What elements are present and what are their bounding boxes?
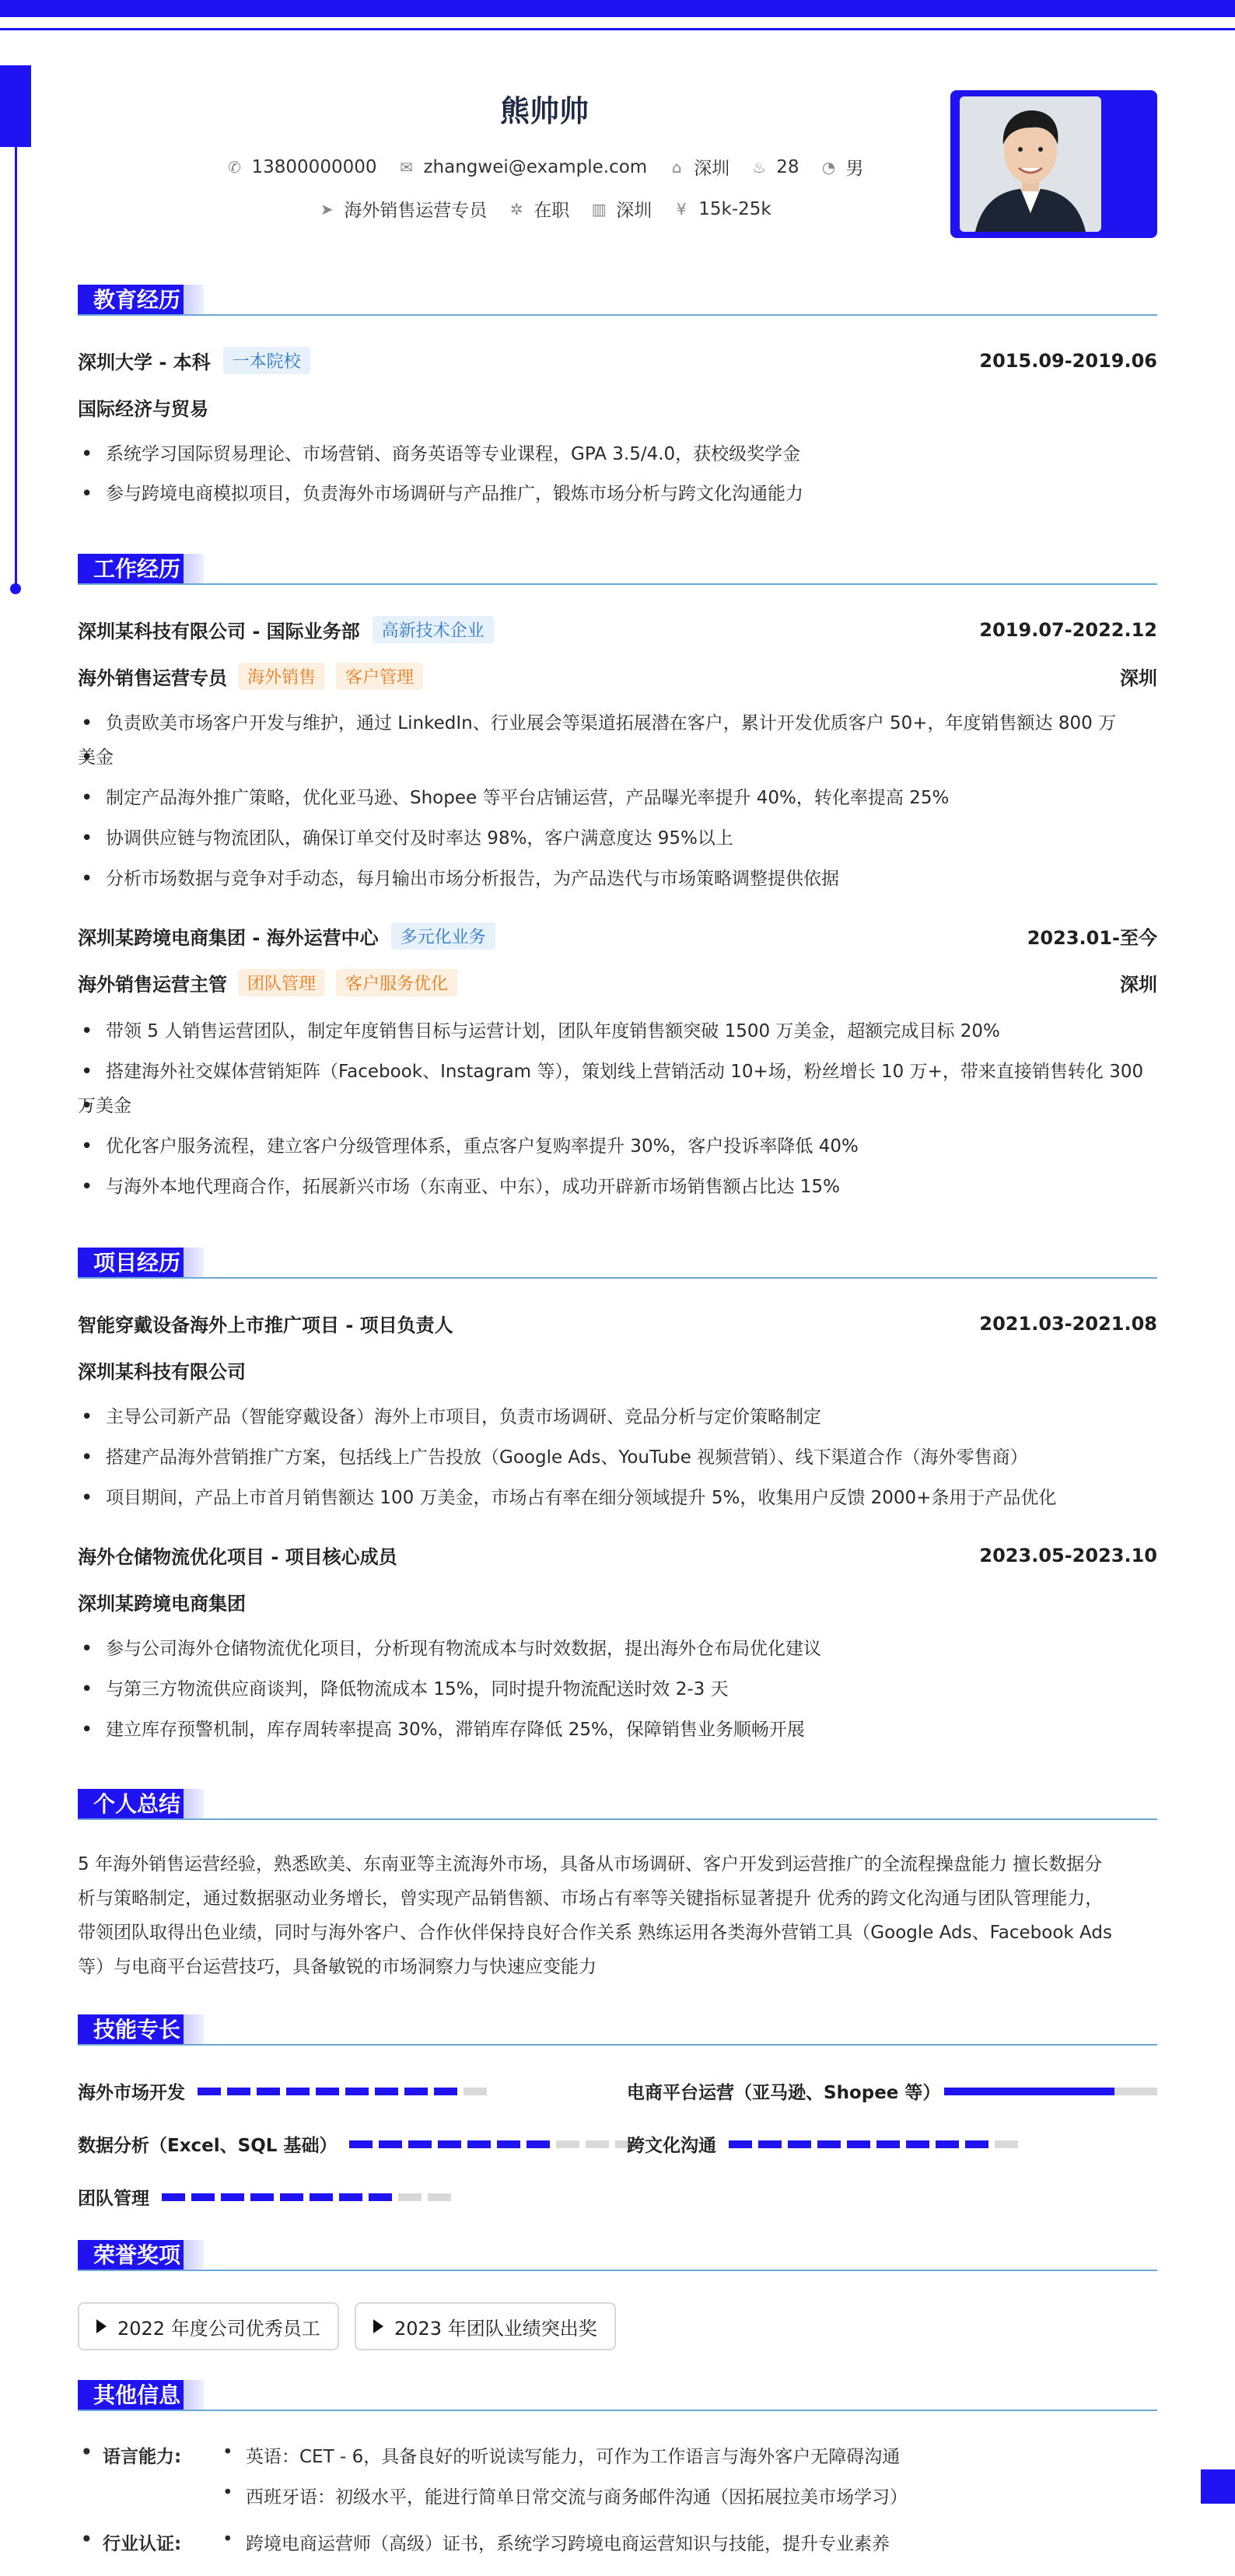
project-2-date: 2023.05-2023.10 — [979, 1544, 1157, 1566]
skill-bar-segment — [339, 2193, 362, 2201]
school-tag: 一本院校 — [223, 347, 310, 374]
skill-bar-segment — [876, 2140, 900, 2148]
skill-bar-segment — [257, 2088, 280, 2095]
work-1-role-tag: 客户管理 — [336, 663, 423, 690]
work-2-header — [78, 922, 1157, 950]
skill-bar-segment — [398, 2193, 422, 2201]
top-accent-line — [0, 28, 1235, 30]
profile-photo — [960, 96, 1101, 232]
skill-bar-segment — [408, 2140, 432, 2148]
section-title-project: 项目经历 — [78, 1248, 196, 1279]
other-section — [78, 2380, 1157, 2411]
salary: 15k-25k — [698, 198, 771, 219]
target-city: 深圳 — [616, 201, 652, 221]
age: 28 — [776, 156, 799, 177]
skills-section — [78, 2014, 1157, 2046]
gender: 男 — [845, 159, 864, 179]
skill-bar-segment — [497, 2140, 520, 2148]
list-item: • 项目期间，产品上市首月销售额达 100 万美金，市场占有率在细分领域提升 5%，收集用户反馈 2000+条用于产品优化 — [78, 1482, 1157, 1514]
left-accent-block — [0, 65, 31, 147]
award-item — [355, 2302, 616, 2350]
skill-bar-segment — [349, 2140, 373, 2148]
skill-bar-segment — [375, 2088, 398, 2095]
city: 深圳 — [694, 159, 730, 179]
skill-bar-segment — [438, 2140, 461, 2148]
project-2-org-row — [78, 1588, 1157, 1615]
certification-label: 行业认证: — [103, 2534, 182, 2554]
skill-bar — [349, 2140, 638, 2148]
building-icon: ▥ — [591, 199, 607, 219]
education-date: 2015.09-2019.06 — [979, 349, 1157, 372]
project-1-org-row — [78, 1356, 1157, 1384]
skill-bar-segment — [369, 2193, 392, 2201]
summary-line: 等）与电商平台运营技巧，具备敏锐的市场洞察力与快速应变能力 — [78, 1957, 597, 1977]
summary-line: 带领团队取得出色业绩，同时与海外客户、合作伙伴保持良好合作关系 熟练运用各类海外营销工具（Google Ads、Facebook Ads — [78, 1923, 1112, 1943]
skill-bar-segment — [527, 2140, 550, 2148]
list-item: • 带领 5 人销售运营团队，制定年度销售目标与运营计划，团队年度销售额突破 1500 万美金，超额完成目标 20% — [78, 1016, 1157, 1047]
home-icon: ⌂ — [671, 157, 682, 177]
project-section — [78, 1248, 1157, 1279]
work-2-role: 海外销售运营主管 — [78, 974, 227, 996]
play-icon — [96, 2319, 107, 2333]
send-icon: ➤ — [320, 199, 334, 219]
skill-bar-segment — [906, 2140, 929, 2148]
list-item: • 搭建产品海外营销推广方案，包括线上广告投放（Google Ads、YouTube 视频营销）、线下渠道合作（海外零售商） — [78, 1442, 1157, 1473]
left-accent-dot — [10, 583, 21, 594]
skill-bar-segment — [467, 2140, 491, 2148]
skill-bar — [944, 2088, 1157, 2095]
list-item: • 负责欧美市场客户开发与维护，通过 LinkedIn、行业展会等渠道拓展潜在客户，累计开发优质客户 50+，年度销售额达 800 万 — [78, 708, 1157, 739]
skill-bar-segment — [227, 2088, 250, 2095]
education-header — [78, 347, 1157, 374]
language-row: • 语言能力: • 英语：CET - 6，具备良好的听说读写能力，可作为工作语言与海外客户无障碍沟通 • 西班牙语：初级水平，能进行简单日常交流与商务邮件沟通（因拓展拉美市场学习） — [81, 2442, 908, 2508]
phone-icon: ✆ — [228, 157, 241, 177]
skill-bar-segment — [191, 2193, 215, 2201]
work-1-role-tag: 海外销售 — [238, 663, 325, 690]
skill-name: 跨文化沟通 — [627, 2136, 716, 2156]
skill-item — [627, 2131, 1018, 2157]
section-title-summary: 个人总结 — [78, 1789, 196, 1820]
skill-bar-segment — [729, 2140, 752, 2148]
contact-row-1 — [78, 154, 1011, 180]
job-status: 在职 — [534, 201, 570, 221]
skill-bar-segment — [847, 2140, 870, 2148]
section-title-awards: 荣誉奖项 — [78, 2240, 196, 2271]
project-1-header — [78, 1310, 1157, 1337]
candidate-name: 熊帅帅 — [499, 94, 589, 128]
list-item: • 搭建海外社交媒体营销矩阵（Facebook、Instagram 等），策划线上营销活动 10+场，粉丝增长 10 万+，带来直接销售转化 300 — [78, 1056, 1157, 1087]
project-1-date: 2021.03-2021.08 — [979, 1312, 1157, 1335]
skill-bar — [198, 2088, 487, 2095]
work-2-role-row — [78, 969, 1157, 996]
skill-bar-fill — [944, 2088, 1114, 2095]
phone: 13800000000 — [251, 156, 377, 177]
skill-bar-segment — [434, 2088, 457, 2095]
project-1-org: 深圳某科技有限公司 — [78, 1361, 246, 1383]
language-label: 语言能力: — [103, 2447, 182, 2467]
language-item: 英语：CET - 6，具备良好的听说读写能力，可作为工作语言与海外客户无障碍沟通 — [246, 2447, 901, 2467]
list-item: • 主导公司新产品（智能穿戴设备）海外上市项目，负责市场调研、竞品分析与定价策略制定 — [78, 1402, 1157, 1433]
skill-item — [78, 2131, 638, 2157]
summary-section — [78, 1789, 1157, 1820]
awards-section — [78, 2240, 1157, 2271]
project-2-org: 深圳某跨境电商集团 — [78, 1593, 246, 1615]
target-position: 海外销售运营专员 — [344, 201, 488, 221]
skill-name: 团队管理 — [78, 2189, 149, 2209]
skill-bar-segment — [936, 2140, 959, 2148]
list-item: • 参与跨境电商模拟项目，负责海外市场调研与产品推广，锻炼市场分析与跨文化沟通能力 — [78, 478, 1157, 509]
work-2-role-tag: 团队管理 — [238, 969, 325, 996]
top-accent-bar — [0, 0, 1235, 17]
skill-bar-track — [1114, 2088, 1157, 2095]
skill-bar-segment — [286, 2088, 310, 2095]
skill-bar-segment — [788, 2140, 811, 2148]
list-item: • 与第三方物流供应商谈判，降低物流成本 15%，同时提升物流配送时效 2-3 天 — [78, 1674, 1157, 1705]
work-2-date: 2023.01-至今 — [1027, 927, 1157, 949]
skill-bar-segment — [817, 2140, 841, 2148]
award-label: 2022 年度公司优秀员工 — [117, 2317, 320, 2340]
contact-row-2 — [78, 196, 1011, 222]
work-1-role: 海外销售运营专员 — [78, 667, 227, 689]
list-item-continuation: • 美金 — [78, 742, 1157, 773]
money-icon: ¥ — [676, 199, 687, 219]
cake-icon: ♨ — [752, 157, 767, 177]
skill-bar-segment — [162, 2193, 185, 2201]
section-title-skills: 技能专长 — [78, 2014, 196, 2046]
list-item: • 与海外本地代理商合作，拓展新兴市场（东南亚、中东），成功开辟新市场销售额占比达 15% — [78, 1171, 1157, 1202]
skill-item — [78, 2078, 487, 2104]
major: 国际经济与贸易 — [78, 398, 208, 420]
skill-name: 数据分析（Excel、SQL 基础） — [78, 2136, 338, 2156]
photo-frame — [950, 90, 1157, 238]
skill-bar-segment — [221, 2193, 244, 2201]
list-item: • 协调供应链与物流团队，确保订单交付及时率达 98%，客户满意度达 95%以上 — [78, 823, 1157, 854]
gender-icon: ◔ — [821, 157, 836, 177]
list-item: • 优化客户服务流程，建立客户分级管理体系，重点客户复购率提升 30%，客户投诉率降低 40% — [78, 1131, 1157, 1162]
skill-bar-segment — [556, 2140, 579, 2148]
work-2-company: 深圳某跨境电商集团 - 海外运营中心 — [78, 927, 379, 949]
skill-bar-segment — [404, 2088, 428, 2095]
certification-row: • 行业认证: • 跨境电商运营师（高级）证书，系统学习跨境电商运营知识与技能，提升专业素养 — [81, 2529, 890, 2554]
list-item: • 参与公司海外仓储物流优化项目，分析现有物流成本与时效数据，提出海外仓布局优化建议 — [78, 1633, 1157, 1664]
skill-bar-segment — [428, 2193, 451, 2201]
education-major-row — [78, 394, 1157, 421]
project-1-title: 智能穿戴设备海外上市推广项目 - 项目负责人 — [78, 1314, 453, 1336]
education-section — [78, 285, 1157, 316]
certification-item: 跨境电商运营师（高级）证书，系统学习跨境电商运营知识与技能，提升专业素养 — [246, 2534, 890, 2554]
skill-bar-segment — [316, 2088, 339, 2095]
summary-line: 5 年海外销售运营经验，熟悉欧美、东南亚等主流海外市场，具备从市场调研、客户开发到运营推广的全流程操盘能力 擅长数据分 — [78, 1854, 1103, 1874]
award-item — [78, 2302, 339, 2350]
list-item: • 系统学习国际贸易理论、市场营销、商务英语等专业课程，GPA 3.5/4.0，获校级奖学金 — [78, 439, 1157, 470]
work-1-company: 深圳某科技有限公司 - 国际业务部 — [78, 621, 360, 642]
mail-icon: ✉ — [400, 157, 413, 177]
right-accent-square — [1201, 2469, 1235, 2504]
skill-bar-segment — [586, 2140, 609, 2148]
left-accent-line — [15, 147, 17, 587]
skill-bar-segment — [198, 2088, 221, 2095]
skill-bar-segment — [464, 2088, 487, 2095]
skill-bar-segment — [280, 2193, 303, 2201]
work-1-header — [78, 616, 1157, 643]
school: 深圳大学 - 本科 — [78, 352, 211, 373]
skill-bar-segment — [345, 2088, 369, 2095]
skill-bar — [162, 2193, 451, 2201]
play-icon — [373, 2319, 383, 2333]
project-2-title: 海外仓储物流优化项目 - 项目核心成员 — [78, 1546, 397, 1568]
skill-item — [78, 2184, 451, 2210]
summary-line: 析与策略制定，通过数据驱动业务增长，曾实现产品销售额、市场占有率等关键指标显著提升 优秀的跨文化沟通与团队管理能力， — [78, 1888, 1104, 1909]
skill-bar-segment — [310, 2193, 333, 2201]
section-title-other: 其他信息 — [78, 2380, 196, 2411]
work-section — [78, 554, 1157, 585]
list-item: • 分析市场数据与竞争对手动态，每月输出市场分析报告，为产品迭代与市场策略调整提供依据 — [78, 863, 1157, 894]
skill-bar-segment — [758, 2140, 782, 2148]
skill-bar-segment — [250, 2193, 274, 2201]
work-2-role-tag: 客户服务优化 — [336, 969, 457, 996]
language-item: 西班牙语：初级水平，能进行简单日常交流与商务邮件沟通（因拓展拉美市场学习） — [246, 2487, 908, 2508]
skill-name: 电商平台运营（亚马逊、Shopee 等） — [627, 2083, 941, 2103]
skill-item — [627, 2078, 1157, 2104]
email: zhangwei@example.com — [423, 156, 648, 177]
work-2-location: 深圳 — [1120, 974, 1157, 996]
section-title-work: 工作经历 — [78, 554, 196, 585]
skill-bar-segment — [995, 2140, 1018, 2148]
project-2-header — [78, 1542, 1157, 1569]
award-label: 2023 年团队业绩突出奖 — [394, 2317, 597, 2340]
work-1-location: 深圳 — [1120, 667, 1157, 689]
skill-bar-segment — [379, 2140, 402, 2148]
gear-icon: ✲ — [509, 199, 523, 219]
work-1-date: 2019.07-2022.12 — [979, 618, 1157, 641]
list-item-continuation: • 万美金 — [78, 1090, 1157, 1122]
work-2-tag: 多元化业务 — [391, 922, 495, 950]
section-title-education: 教育经历 — [78, 285, 196, 316]
list-item: • 制定产品海外推广策略，优化亚马逊、Shopee 等平台店铺运营，产品曝光率提升 40%，转化率提高 25% — [78, 782, 1157, 814]
skill-name: 海外市场开发 — [78, 2083, 185, 2103]
skill-bar — [729, 2140, 1018, 2148]
work-1-role-row — [78, 663, 1157, 690]
work-1-tag: 高新技术企业 — [373, 616, 494, 643]
skill-bar-segment — [965, 2140, 988, 2148]
list-item: • 建立库存预警机制，库存周转率提高 30%，滞销库存降低 25%，保障销售业务顺畅开展 — [78, 1714, 1157, 1745]
